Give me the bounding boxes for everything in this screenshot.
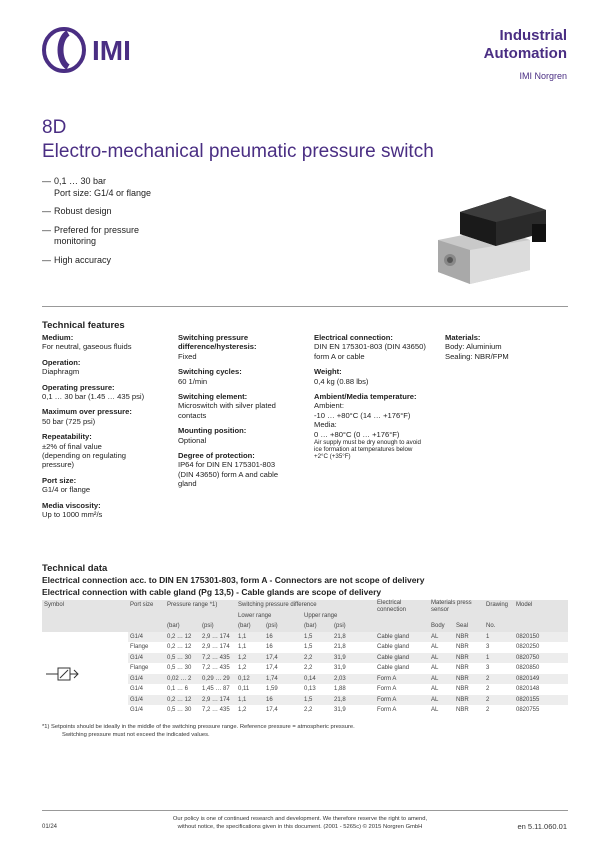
tech-heading: Technical data [42,563,108,574]
bullet-text: Port size: G1/4 or flange [54,187,152,198]
table-cell: 1 [484,632,514,643]
unit-bar: (bar) [302,621,332,632]
feature-value: Sealing: NBR/FPM [445,351,509,361]
table-cell: NBR [454,695,484,706]
table-cell: 16 [266,644,273,651]
brand-block [484,27,567,81]
col-header-symbol: Symbol [42,600,128,611]
feature-value: DIN EN 175301-803 (DIN 43650) form A or cable [314,342,426,361]
table-cell: Cable gland [375,632,429,643]
table-cell: 2,9 … 174 [200,695,236,706]
table-cell: 2,2 [302,653,332,664]
brand-line3: IMI Norgren [519,71,567,81]
feature-label: Maximum over pressure: [42,407,132,417]
table-cell: 0820149 [514,674,568,685]
feature-label: Switching cycles: [178,367,242,377]
feature-label: Repeatability: [42,432,92,442]
table-cell: 1,59 [266,686,278,693]
footer-disclaimer [150,815,450,831]
table-cell: AL [429,632,454,643]
product-image [420,188,550,288]
table-cell: 17,4 [266,707,278,714]
feature-value: Fixed [178,351,197,361]
features-col-1 [42,333,170,526]
table-cell: 17,4 [266,665,278,672]
col-header-lower: Lower range [236,611,302,622]
table-cell: G1/4 [130,707,144,714]
feature-note: Air supply must be dry enough to avoid ice formation at temperatures below +2°C (+35°F) [314,439,421,461]
table-cell: Cable gland [377,665,410,672]
table-cell: 2,9 … 174 [200,632,236,643]
table-cell: 16 [264,695,302,706]
feature-bullets [42,176,192,273]
table-cell: AL [429,674,454,685]
table-cell: 0820750 [514,653,568,664]
feature-value: G1/4 or flange [42,485,91,495]
table-cell: 2,03 [332,674,375,685]
footnote-line: *1) Setpoints should be ideally in the middle of the switching pressure range. Reference pressure = atmospheric pressure. [42,724,355,730]
feature-value: 60 1/min [178,376,208,386]
table-cell: NBR [456,665,469,672]
table-cell: 2 [486,707,490,714]
table-cell: AL [431,707,439,714]
unit-bar: (bar) [165,621,200,632]
table-cell: 0,12 [236,674,264,685]
feature-label: Switching pressure difference/hysteresis: [178,333,257,352]
table-cell: 0,5 … 30 [167,707,192,714]
feature-label: Port size: [42,475,77,485]
table-cell: Cable gland [375,653,429,664]
col-header-spd: Switching pressure difference [236,600,375,611]
table-cell: 1,2 [236,653,264,664]
table-cell: 0820850 [516,665,540,672]
table-cell: 31,9 [334,707,346,714]
unit-psi: (psi) [200,621,236,632]
feature-value: Microswitch with silver plated contacts [178,401,276,420]
feature-label: Ambient/Media temperature: [314,392,417,402]
features-heading: Technical features [42,320,125,331]
table-cell: AL [431,665,439,672]
feature-label: Medium: [42,333,74,342]
table-cell: 0,02 … 2 [165,674,200,685]
features-col-4 [445,333,565,361]
col-header-body: Body [429,621,454,632]
product-code: 8D [42,117,67,138]
table-cell: 0,1 … 6 [167,686,189,693]
unit-psi: (psi) [264,621,302,632]
table-cell: 31,9 [332,653,375,664]
col-header-seal: Seal [454,621,484,632]
table-cell: 2 [484,674,514,685]
bullet-text: 0,1 … 30 bar [54,176,107,186]
table-cell: AL [429,653,454,664]
table-cell: AL [431,644,439,651]
bullet-item: — Robust design [42,206,112,216]
footer-line: without notice, the specifications given in this document. (2001 - 5265c) © 2015 Norgren GmbH [177,824,423,830]
brand-line1: Industrial [499,27,567,44]
features-col-3 [314,333,439,467]
table-cell: 0820148 [516,686,540,693]
table-cell: 1,1 [238,644,247,651]
feature-value: 0,1 … 30 bar (1.45 … 435 psi) [42,392,145,402]
col-header-upper: Upper range [302,611,375,622]
table-cell: 16 [264,632,302,643]
feature-label: Weight: [314,367,342,377]
col-header-model: Model [514,600,568,611]
feature-label: Degree of protection: [178,451,255,461]
feature-value: 50 bar (725 psi) [42,416,96,426]
table-cell: 1,5 [302,632,332,643]
table-cell: 1,1 [236,695,264,706]
bullet-item: — 0,1 … 30 bar Port size: G1/4 or flange [42,176,152,198]
table-cell: Form A [377,707,397,714]
feature-label: Materials: [445,333,481,342]
footnote-line: Switching pressure must not exceed the indicated values. [62,732,210,738]
feature-label: Mounting position: [178,426,247,436]
footer-page: 01/24 [42,824,58,830]
table-cell: 0820150 [514,632,568,643]
table-cell: 1,5 [304,644,313,651]
table-cell: G1/4 [128,674,165,685]
bullet-item: — Prefered for pressure monitoring [42,224,140,246]
feature-value: Diaphragm [42,367,80,377]
brand-line2: Automation [483,45,567,62]
feature-value: -10 … +80°C (14 … +176°F) [314,410,411,420]
table-cell: 0820755 [516,707,540,714]
table-cell: Flange [130,644,149,651]
table-cell: 0,11 [238,686,250,693]
logo-wordmark: IMI [92,35,131,66]
feature-label: Switching element: [178,392,248,402]
table-cell: NBR [456,707,469,714]
table-cell: 0,29 … 29 [200,674,236,685]
feature-label: Electrical connection: [314,333,393,342]
table-cell: 0,13 [304,686,316,693]
table-cell: 1,2 [238,665,247,672]
table-cell: AL [431,686,439,693]
table-cell: NBR [454,674,484,685]
table-cell: Form A [375,674,429,685]
table-cell: 1,74 [264,674,302,685]
footer-doc-id: en 5.11.060.01 [517,822,567,831]
table-cell: NBR [454,653,484,664]
bullet-item: — High accuracy [42,254,112,265]
col-header-drawing: Drawing [484,600,514,611]
table-cell: 7,2 … 435 [200,653,236,664]
feature-label: Operation: [42,357,81,367]
feature-sublabel: Media: [314,420,337,430]
col-header-no: No. [484,621,514,632]
footnote [42,723,355,739]
table-cell: 2 [484,695,514,706]
table-cell: 21,8 [334,644,346,651]
feature-value: Body: Aluminium [445,342,502,352]
table-cell: NBR [454,632,484,643]
table-cell: G1/4 [128,695,165,706]
tech-subheading-1: Electrical connection acc. to DIN EN 175301-803, form A - Connectors are not scope of delivery [42,575,425,585]
features-col-2 [178,333,296,495]
table-cell: 0820250 [516,644,540,651]
table-cell: NBR [456,686,469,693]
table-cell: 1,45 … 87 [202,686,230,693]
col-header-range: Pressure range *1) [165,600,236,611]
table-cell: Form A [375,695,429,706]
bullet-text: Prefered for pressure [54,224,140,235]
table-cell: 0,2 … 12 [165,632,200,643]
table-cell: G1/4 [130,686,144,693]
bullet-text: High accuracy [54,254,112,265]
bullet-text: Robust design [54,206,112,216]
table-cell: 1,88 [334,686,346,693]
table-cell: 0,2 … 12 [165,695,200,706]
divider [42,306,568,307]
unit-psi: (psi) [332,621,375,632]
feature-value: For neutral, gaseous fluids [42,342,132,352]
table-cell: 7,2 … 435 [202,665,230,672]
table-cell: 1 [484,653,514,664]
col-header-port: Port size [128,600,165,611]
table-cell: 2,2 [304,665,313,672]
col-header-mat: Materials press sensor [429,600,484,621]
table-cell: 0,2 … 12 [167,644,192,651]
feature-value: 0,4 kg (0.88 lbs) [314,376,369,386]
table-cell: AL [429,695,454,706]
table-cell: 1,5 [302,695,332,706]
table-cell: 1,1 [236,632,264,643]
table-cell: 3 [486,665,490,672]
table-cell: NBR [456,644,469,651]
col-header-elec: Electrical connection [375,600,429,621]
table-cell: G1/4 [128,653,165,664]
table-cell: Flange [130,665,149,672]
feature-value: Up to 1000 mm²/s [42,510,103,520]
table-cell: 0,14 [302,674,332,685]
bullet-text: monitoring [54,236,97,246]
table-cell: 21,8 [332,695,375,706]
table-cell: 2 [486,686,490,693]
feature-sublabel: Ambient: [314,401,344,411]
page-title: Electro-mechanical pneumatic pressure switch [42,141,434,162]
feature-label: Media viscosity: [42,500,101,510]
table-cell: 7,2 … 435 [202,707,230,714]
table-cell: 2,2 [304,707,313,714]
feature-label: Operating pressure: [42,382,115,392]
table-cell: 17,4 [264,653,302,664]
feature-value: Optional [178,435,207,445]
tech-table-wrap [42,600,568,716]
tech-table [42,600,568,716]
feature-value: ±2% of final value (depending on regulating pressure) [42,441,127,470]
pressure-switch-symbol [42,632,128,716]
feature-value: 0 … +80°C (0 … +176°F) [314,429,400,439]
table-cell: 1,2 [238,707,247,714]
footer-divider [42,810,568,811]
feature-value: IP64 for DIN EN 175301-803 (DIN 43650) form A and cable gland [178,460,279,489]
table-row [42,632,568,643]
table-cell: 0,5 … 30 [165,653,200,664]
imi-logo [42,27,152,73]
table-cell: 3 [486,644,490,651]
table-cell: 21,8 [332,632,375,643]
footer-line: Our policy is one of continued research and development. We therefore reserve the right to amend, [172,816,428,822]
table-cell: 2,9 … 174 [202,644,230,651]
table-cell: Form A [377,686,397,693]
table-cell: 31,9 [334,665,346,672]
unit-bar: (bar) [236,621,264,632]
table-cell: 0,5 … 30 [167,665,192,672]
tech-subheading-2: Electrical connection with cable gland (Pg 13,5) - Cable glands are scope of delivery [42,587,382,597]
table-cell: 0820155 [514,695,568,706]
table-cell: G1/4 [128,632,165,643]
table-cell: Cable gland [377,644,410,651]
